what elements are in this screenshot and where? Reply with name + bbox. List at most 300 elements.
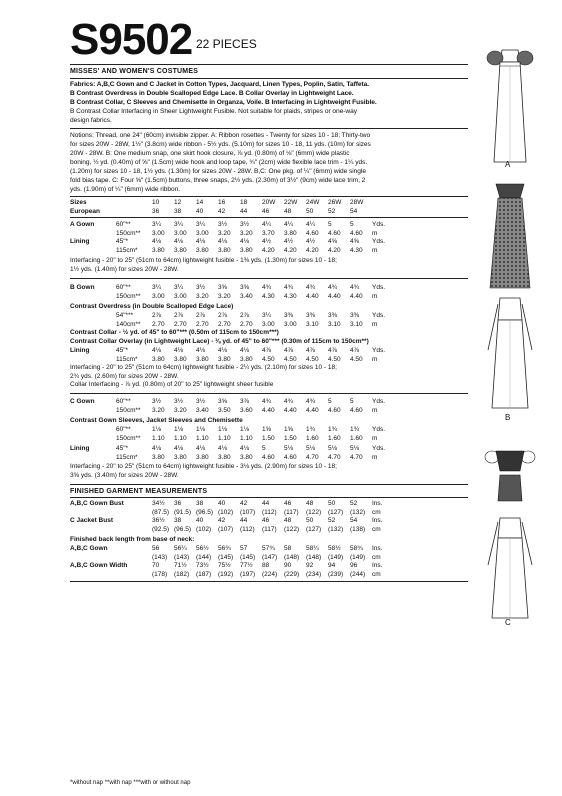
fabric-width: 150cm** xyxy=(116,434,141,442)
table-cell: 4.20 xyxy=(328,246,341,254)
table-cell: 3⅝ xyxy=(218,398,228,405)
table-cell: 2⅞ xyxy=(196,312,206,319)
row-label xyxy=(70,554,152,563)
size-cell: 10 xyxy=(152,199,160,206)
row-label: B Gown xyxy=(70,284,95,291)
table-row xyxy=(70,221,392,230)
size-cell: 48 xyxy=(284,207,292,215)
unit-label: Yds. xyxy=(372,221,386,228)
table-cell: 1¾ xyxy=(328,426,338,433)
measurement-cell: 94 xyxy=(328,562,336,569)
figure-b-label: B xyxy=(505,413,511,422)
view-c-lining-table xyxy=(70,445,392,462)
table-cell: 3.80 xyxy=(152,355,165,363)
divider xyxy=(70,497,468,498)
table-cell: 2.70 xyxy=(196,320,209,328)
table-cell: 3.00 xyxy=(152,229,165,237)
measurement-cell: 71½ xyxy=(174,562,187,569)
measurement-cell: 44 xyxy=(240,517,248,524)
measurement-cell: (117) xyxy=(284,508,299,516)
measurement-cell: (112) xyxy=(262,508,277,516)
measurement-cell: (112) xyxy=(240,525,255,533)
divider xyxy=(70,196,468,197)
size-cell: 18 xyxy=(240,199,248,206)
row-label xyxy=(70,247,116,256)
unit-label: Yds. xyxy=(372,426,386,433)
table-cell: 4.30 xyxy=(350,246,363,254)
unit-label: m xyxy=(372,320,378,328)
table-row xyxy=(70,347,392,356)
size-cell: 16 xyxy=(218,199,226,206)
table-row xyxy=(70,435,392,444)
measurement-cell: 42 xyxy=(240,500,248,507)
fabric-width: 45"* xyxy=(116,445,129,452)
table-cell: 3.10 xyxy=(328,320,341,328)
divider xyxy=(70,393,468,394)
row-label xyxy=(70,435,116,444)
table-cell: 3.10 xyxy=(306,320,319,328)
fabrics-line: B Contrast Overdress in Double Scalloped Edge Lace. B Collar Overlay in Lightweight Lace. xyxy=(70,90,354,97)
row-label: A,B,C Gown Width xyxy=(70,562,128,569)
size-cell: 28W xyxy=(350,199,364,206)
table-cell: 3½ xyxy=(174,398,184,405)
unit-label: Ins. xyxy=(372,500,383,507)
text-line: boning, ½ yd. (0.40m) of ⅝" (1.5cm) wide hook and loop tape, ¾" (2cm) wide flexible lace trim - 1¼ yds. xyxy=(70,159,368,166)
fabric-width: 140cm** xyxy=(116,320,141,328)
back-length-heading: Finished back length from base of neck: xyxy=(70,536,195,543)
table-cell: 3¼ xyxy=(196,221,206,228)
divider xyxy=(70,278,468,279)
table-cell: 3.80 xyxy=(218,246,231,254)
table-row xyxy=(70,293,392,302)
measurement-cell: (178) xyxy=(152,570,168,578)
divider xyxy=(70,64,468,65)
table-row xyxy=(70,312,392,321)
measurement-cell: 92 xyxy=(306,562,314,569)
table-cell: 4⅝ xyxy=(328,238,338,245)
table-cell: 2⅞ xyxy=(152,312,162,319)
contrast-sleeves-table xyxy=(70,426,392,443)
table-cell: 3⅞ xyxy=(240,398,250,405)
measurement-cell: (234) xyxy=(306,570,322,578)
size-cell: 24W xyxy=(306,199,320,206)
view-c-jacket-illustration xyxy=(470,445,550,505)
table-cell: 3.20 xyxy=(196,292,209,300)
row-label: A,B,C Gown xyxy=(70,545,108,552)
table-cell: 4⅛ xyxy=(240,347,250,354)
table-cell: 4.40 xyxy=(306,292,319,300)
contrast-sleeves-heading: Contrast Gown Sleeves, Jacket Sleeves and Chemisette xyxy=(70,417,243,424)
measurement-cell: (96.5) xyxy=(174,525,191,533)
unit-label: m xyxy=(372,355,378,363)
table-cell: 5 xyxy=(262,445,266,452)
row-label: A Gown xyxy=(70,221,95,228)
measurement-cell: (117) xyxy=(262,525,277,533)
table-cell: 3.00 xyxy=(284,320,297,328)
table-row xyxy=(70,247,392,256)
measurement-cell: (132) xyxy=(350,508,366,516)
table-cell: 5 xyxy=(328,398,332,405)
measurement-cell: 40 xyxy=(218,500,226,507)
fabric-width: 115cm* xyxy=(116,453,138,461)
table-cell: 3.70 xyxy=(262,229,275,237)
table-cell: 3½ xyxy=(152,398,162,405)
size-row xyxy=(70,199,372,208)
fabric-width: 150cm** xyxy=(116,229,141,237)
table-cell: 3.80 xyxy=(196,246,209,254)
view-b-lace-overdress-illustration xyxy=(470,180,550,290)
table-cell: 3.00 xyxy=(174,229,187,237)
size-cell: 20W xyxy=(262,199,276,206)
table-cell: 5⅛ xyxy=(328,445,338,452)
row-label xyxy=(70,454,116,463)
measurement-cell: 57¾ xyxy=(262,545,275,552)
fabrics-line: design fabrics. xyxy=(70,117,112,124)
measurement-cell: 38 xyxy=(196,500,204,507)
measurement-cell: 77½ xyxy=(240,562,253,569)
table-cell: 3½ xyxy=(218,221,228,228)
table-cell: 4.40 xyxy=(306,406,319,414)
table-cell: 4⅛ xyxy=(174,347,184,354)
row-label: C Jacket Bust xyxy=(70,517,113,524)
table-cell: 4⅝ xyxy=(350,238,360,245)
text-line: yds. (1.90m) of ¼" (6mm) wide ribbon. xyxy=(70,186,181,193)
table-cell: 1¾ xyxy=(306,426,316,433)
measurement-cell: (143) xyxy=(152,553,168,561)
row-label: Lining xyxy=(70,347,90,354)
measurement-cell: 56¾ xyxy=(218,545,231,552)
size-cell: 42 xyxy=(218,207,226,215)
table-cell: 3.20 xyxy=(218,229,231,237)
table-row xyxy=(70,445,392,454)
table-cell: 4.60 xyxy=(306,229,319,237)
table-cell: 4⅛ xyxy=(174,238,184,245)
table-cell: 3.80 xyxy=(174,246,187,254)
table-cell: 3⅜ xyxy=(284,312,294,319)
size-row xyxy=(70,208,372,217)
table-cell: 4.40 xyxy=(262,406,275,414)
measurement-cell: 58 xyxy=(284,545,292,552)
measurement-cell: 52 xyxy=(350,500,358,507)
table-cell: 4¾ xyxy=(306,398,316,405)
view-a-interfacing xyxy=(70,257,470,274)
table-cell: 4.60 xyxy=(328,406,341,414)
table-cell: 4.60 xyxy=(262,453,275,461)
text-line: 3⅝ yds. (3.40m) for sizes 20W - 28W. xyxy=(70,471,179,479)
table-cell: 3.40 xyxy=(196,406,209,414)
size-cell: 12 xyxy=(174,199,182,206)
table-cell: 3.80 xyxy=(196,355,209,363)
table-cell: 3.20 xyxy=(240,229,253,237)
measurement-cell: (92.5) xyxy=(152,525,169,533)
table-cell: 1⅛ xyxy=(240,426,250,433)
row-label xyxy=(70,526,152,535)
overdress-table xyxy=(70,312,392,329)
table-cell: 5 xyxy=(328,221,332,228)
table-row xyxy=(70,238,392,247)
finished-bust-table xyxy=(70,500,392,534)
measurement-cell: (144) xyxy=(196,553,212,561)
measurement-cell: 34½ xyxy=(152,500,165,507)
table-cell: 3.80 xyxy=(174,453,187,461)
table-cell: 3.80 xyxy=(152,453,165,461)
table-cell: 1⅝ xyxy=(262,426,272,433)
table-cell: 4.60 xyxy=(350,229,363,237)
table-cell: 3.40 xyxy=(240,292,253,300)
table-cell: 4¼ xyxy=(284,221,294,228)
table-cell: 4⅛ xyxy=(152,347,162,354)
table-cell: 3.80 xyxy=(284,229,297,237)
table-cell: 4¾ xyxy=(284,398,294,405)
table-cell: 4⅛ xyxy=(152,445,162,452)
table-cell: 3.50 xyxy=(218,406,231,414)
measurement-cell: 36½ xyxy=(152,517,165,524)
table-cell: 1.60 xyxy=(328,434,341,442)
table-cell: 4¾ xyxy=(262,284,272,291)
measurement-cell: 54 xyxy=(350,517,358,524)
table-cell: 4⅛ xyxy=(240,445,250,452)
table-cell: 3¼ xyxy=(152,221,162,228)
fabric-width: 150cm** xyxy=(116,406,141,414)
unit-label: Yds. xyxy=(372,445,386,452)
measurement-cell: (148) xyxy=(306,553,322,561)
fabric-width: 60"** xyxy=(116,221,131,228)
pattern-subtitle: MISSES' AND WOMEN'S COSTUMES xyxy=(70,68,199,75)
measurement-cell: 50 xyxy=(306,517,314,524)
table-cell: 4.70 xyxy=(328,453,341,461)
table-cell: 4.40 xyxy=(328,292,341,300)
notions-section xyxy=(70,131,466,194)
row-label: Lining xyxy=(70,445,90,452)
divider xyxy=(70,78,468,79)
measurement-cell: (182) xyxy=(174,570,190,578)
size-cell: 38 xyxy=(174,207,182,215)
table-cell: 3.80 xyxy=(240,246,253,254)
table-cell: 3⅝ xyxy=(218,284,228,291)
table-cell: 3⅜ xyxy=(350,312,360,319)
table-row xyxy=(70,230,392,239)
table-cell: 4¾ xyxy=(328,284,338,291)
contrast-collar-note: Contrast Collar - ½ yd. of 45" to 60"*** (0.50m of 115cm to 150cm***) xyxy=(70,329,279,336)
measurement-cell: 56¼ xyxy=(174,545,187,552)
measurement-cell: (122) xyxy=(306,508,322,516)
measurement-row xyxy=(70,500,392,509)
view-a-gown-illustration xyxy=(470,40,550,170)
view-b-yardage-table xyxy=(70,284,392,301)
pattern-number: S9502 xyxy=(70,15,193,64)
size-cell: 40 xyxy=(196,207,204,215)
row-label xyxy=(70,426,116,435)
text-line: (1.20m) for sizes 10 - 18, 1½ yds. (1.30m) for sizes 20W - 28W. B,C: One pkg. of ¼" (6mm) wide single xyxy=(70,168,366,175)
table-cell: 5⅛ xyxy=(306,445,316,452)
collar-overlay-note: Contrast Collar Overlay (in Lightweight Lace) - ⅜ yd. of 45" to 60"*** (0.30m of 115cm to 150cm**) xyxy=(70,338,369,345)
table-cell: 4¾ xyxy=(284,284,294,291)
measurement-cell: (138) xyxy=(350,525,366,533)
table-cell: 5⅛ xyxy=(284,445,294,452)
measurement-cell: (107) xyxy=(240,508,256,516)
table-cell: 1.50 xyxy=(284,434,297,442)
table-cell: 4⅞ xyxy=(306,347,316,354)
measurement-cell: (229) xyxy=(284,570,300,578)
text-line: fold bias tape. C: Four ⅝" (1.5cm) buttons, three snaps, 2½ yds. (2.30m) of 3½" (9cm) wide lace trim, 2 xyxy=(70,177,366,184)
text-line: Interfacing - 20" to 25" (51cm to 64cm) lightweight fusible - 2¼ yds. (2.10m) for sizes 10 - 18; xyxy=(70,364,337,371)
table-cell: 4⅛ xyxy=(174,445,184,452)
table-cell: 4¾ xyxy=(306,284,316,291)
measurement-cell: (187) xyxy=(196,570,212,578)
measurement-cell: (91.5) xyxy=(174,508,191,516)
table-cell: 3½ xyxy=(240,221,250,228)
unit-label: m xyxy=(372,246,378,254)
unit-label: m xyxy=(372,453,378,461)
table-cell: 2⅞ xyxy=(174,312,184,319)
row-label xyxy=(70,407,116,416)
view-c-gown-illustration xyxy=(470,510,550,620)
table-cell: 4¾ xyxy=(350,284,360,291)
size-cell: 50 xyxy=(306,207,314,215)
text-line: Interfacing - 20" to 25" (51cm to 64cm) lightweight fusible - 1⅜ yds. (1.30m) for sizes 10 - 18; xyxy=(70,257,337,264)
measurement-cell: 88 xyxy=(262,562,270,569)
view-c-yardage-table xyxy=(70,398,392,415)
table-cell: 4.40 xyxy=(284,406,297,414)
fabric-width: 45"* xyxy=(116,238,129,245)
size-row-label: European xyxy=(70,207,100,215)
size-cell: 54 xyxy=(350,207,358,215)
table-cell: 4⅞ xyxy=(350,347,360,354)
measurement-row xyxy=(70,517,392,526)
view-c-interfacing xyxy=(70,463,470,480)
measurement-cell: 42 xyxy=(218,517,226,524)
fabric-width: 45"* xyxy=(116,347,129,354)
unit-label: Ins. xyxy=(372,545,383,552)
measurement-row xyxy=(70,545,392,554)
measurement-cell: (127) xyxy=(306,525,322,533)
table-cell: 3.00 xyxy=(174,292,187,300)
unit-label: Yds. xyxy=(372,347,386,354)
table-cell: 2.70 xyxy=(240,320,253,328)
table-cell: 4¼ xyxy=(262,221,272,228)
table-cell: 4.50 xyxy=(262,355,275,363)
table-cell: 1.10 xyxy=(240,434,253,442)
table-cell: 2.70 xyxy=(218,320,231,328)
table-cell: 4.60 xyxy=(328,229,341,237)
sizes-table xyxy=(70,199,372,216)
size-cell: 26W xyxy=(328,199,342,206)
table-cell: 1.50 xyxy=(262,434,275,442)
measurement-cell: 96 xyxy=(350,562,358,569)
table-cell: 3¼ xyxy=(174,221,184,228)
table-cell: 3¼ xyxy=(152,284,162,291)
size-cell: 52 xyxy=(328,207,336,215)
text-line: 20W - 28W. B: One medium snap, one skirt hook closure, ⅞ yd. (0.80m) of ⅛" (6mm) wide plastic xyxy=(70,150,350,157)
divider xyxy=(70,128,468,129)
measurement-cell: 52 xyxy=(328,517,336,524)
table-cell: 1⅛ xyxy=(196,426,206,433)
table-cell: 4¾ xyxy=(262,398,272,405)
measurement-cell: (122) xyxy=(284,525,300,533)
table-cell: 4⅛ xyxy=(196,347,206,354)
size-cell: 14 xyxy=(196,199,204,206)
fabrics-section xyxy=(70,80,466,125)
measurement-cell: (149) xyxy=(350,553,366,561)
table-cell: 3½ xyxy=(196,398,206,405)
measurement-row xyxy=(70,526,392,535)
table-cell: 3.80 xyxy=(152,246,165,254)
fabric-width: 115cm* xyxy=(116,355,138,363)
view-b-gown-illustration xyxy=(470,290,550,410)
measurement-row xyxy=(70,509,392,518)
measurement-cell: (149) xyxy=(328,553,344,561)
table-cell: 3.60 xyxy=(240,406,253,414)
unit-label: m xyxy=(372,292,378,300)
measurement-cell: (107) xyxy=(218,525,234,533)
measurement-cell: (127) xyxy=(328,508,344,516)
table-cell: 3¼ xyxy=(262,312,272,319)
measurement-row xyxy=(70,571,392,580)
table-cell: 2.70 xyxy=(152,320,165,328)
table-cell: 4.70 xyxy=(350,453,363,461)
table-cell: 1.60 xyxy=(306,434,319,442)
table-cell: 4½ xyxy=(284,238,294,245)
table-cell: 1⅛ xyxy=(218,426,228,433)
table-cell: 3.20 xyxy=(218,292,231,300)
fabric-width: 54"*** xyxy=(116,312,134,319)
measurement-cell: 70 xyxy=(152,562,160,569)
table-cell: 3.80 xyxy=(196,453,209,461)
table-cell: 3.80 xyxy=(240,453,253,461)
table-cell: 4.20 xyxy=(284,246,297,254)
table-cell: 1⅛ xyxy=(152,426,162,433)
text-line: 2¾ yds. (2.60m) for sizes 20W - 28W. xyxy=(70,372,179,380)
size-cell: 36 xyxy=(152,207,160,215)
fabric-width: 60"** xyxy=(116,426,131,433)
divider xyxy=(70,217,468,218)
table-cell: 1.10 xyxy=(152,434,165,442)
table-cell: 2.70 xyxy=(174,320,187,328)
unit-label: Yds. xyxy=(372,312,386,319)
measurement-cell: 50 xyxy=(328,500,336,507)
measurement-cell: 56½ xyxy=(196,545,209,552)
unit-label: cm xyxy=(372,508,381,516)
measurement-cell: (148) xyxy=(284,553,300,561)
row-label: C Gown xyxy=(70,398,95,405)
view-b-interfacing xyxy=(70,364,470,390)
table-cell: 5⅛ xyxy=(350,445,360,452)
table-cell: 4⅛ xyxy=(196,445,206,452)
table-cell: 4⅞ xyxy=(284,347,294,354)
view-b-lining-table xyxy=(70,347,392,364)
row-label: Lining xyxy=(70,238,90,245)
table-cell: 3.80 xyxy=(174,355,187,363)
size-row-label: Sizes xyxy=(70,199,87,206)
unit-label: m xyxy=(372,434,378,442)
divider xyxy=(70,581,468,582)
table-cell: 4.50 xyxy=(284,355,297,363)
table-cell: 4½ xyxy=(262,238,272,245)
fabric-width: 115cm* xyxy=(116,246,138,254)
unit-label: Yds. xyxy=(372,238,386,245)
measurement-row xyxy=(70,554,392,563)
table-cell: 3½ xyxy=(196,284,206,291)
table-row xyxy=(70,398,392,407)
table-cell: 4.30 xyxy=(284,292,297,300)
unit-label: m xyxy=(372,229,378,237)
table-cell: 4½ xyxy=(306,238,316,245)
fabrics-line: B Contrast Collar, C Sleeves and Chemisette in Organza, Voile. B Interfacing in Lightweight Fusible. xyxy=(70,99,377,106)
measurement-cell: 48 xyxy=(284,517,292,524)
unit-label: Ins. xyxy=(372,517,383,524)
table-cell: 4⅛ xyxy=(218,238,228,245)
nap-footnote: *without nap **with nap ***with or without nap xyxy=(70,780,191,786)
